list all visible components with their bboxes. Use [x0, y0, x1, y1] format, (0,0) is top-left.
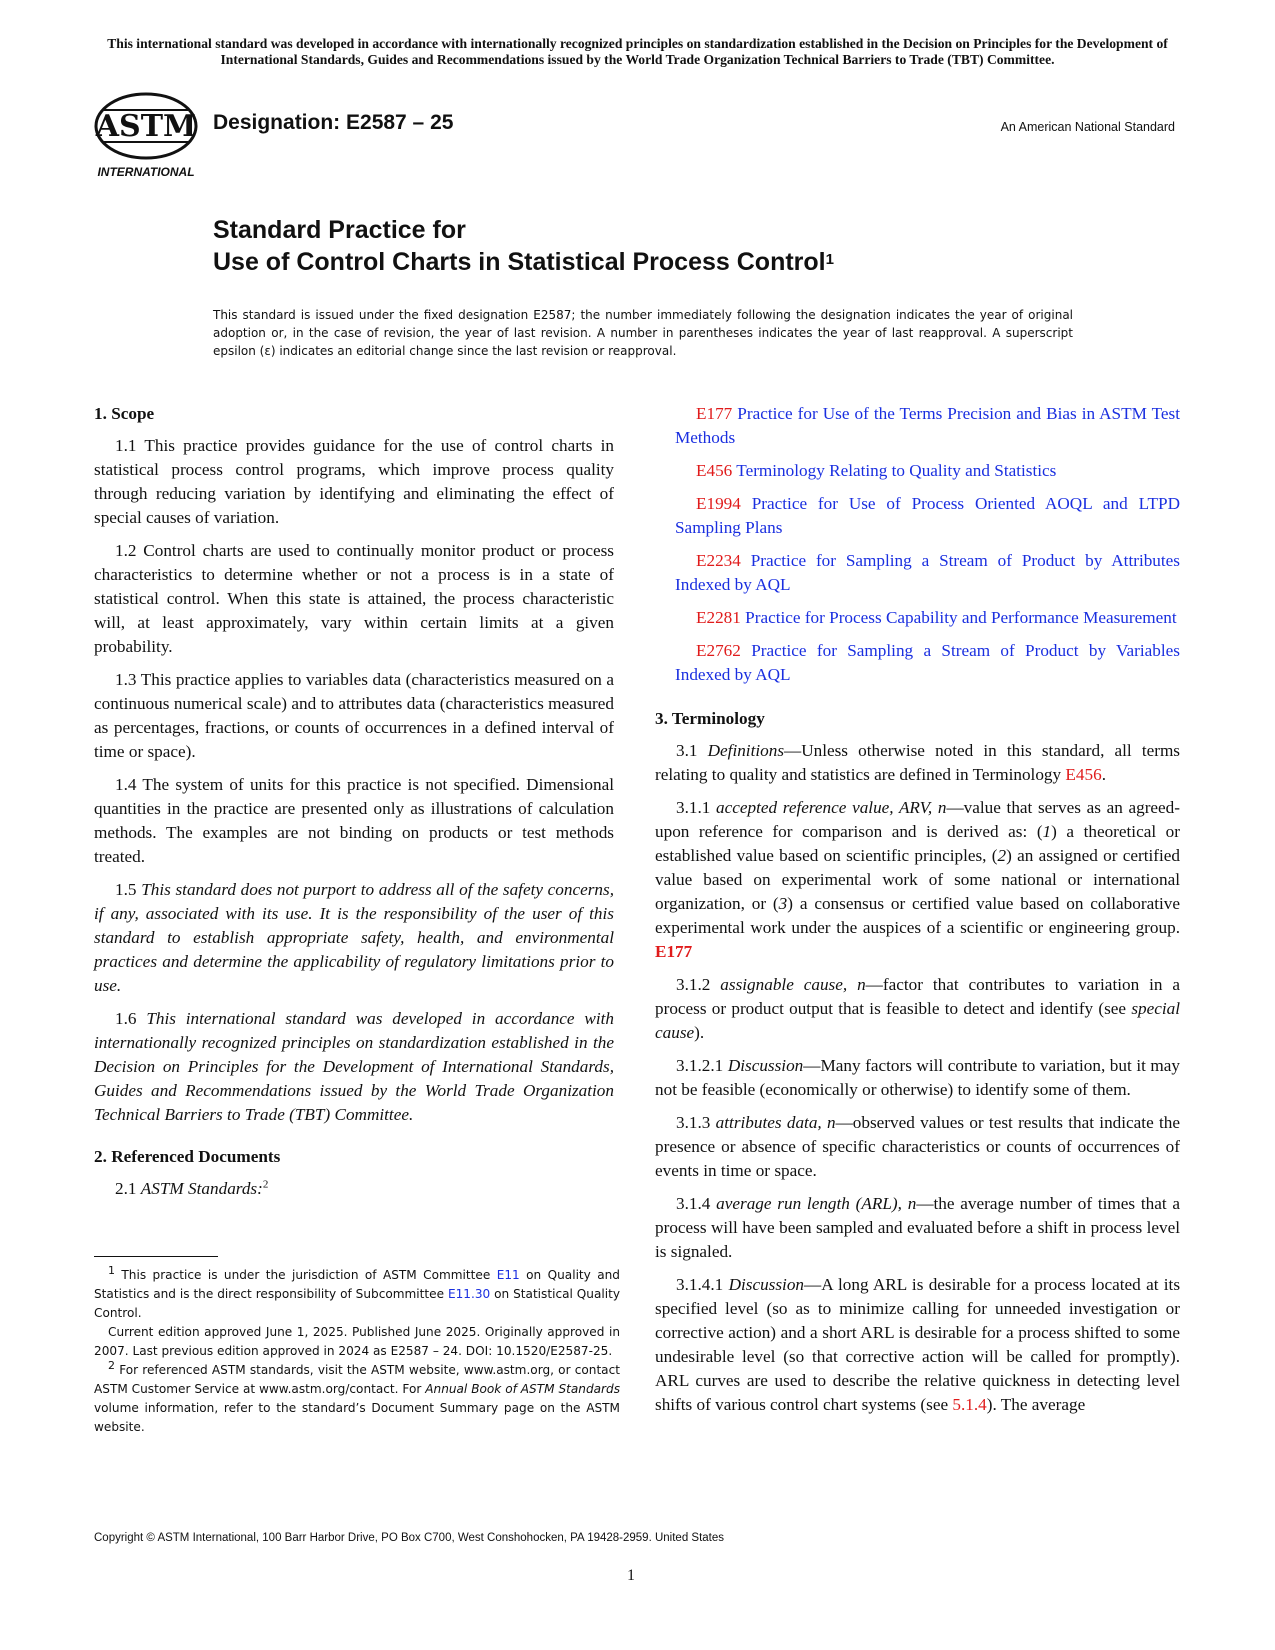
- astm-logo-icon: [92, 90, 200, 182]
- designation: Designation: E2587 – 25: [213, 111, 454, 134]
- link-e456[interactable]: E456: [1065, 765, 1102, 784]
- referenced-documents-heading: 2. Referenced Documents: [94, 1147, 281, 1166]
- footnote-2: 2 For referenced ASTM standards, visit the ASTM website, www.astm.org, or contact ASTM Customer Service at www.astm.org/contact. For Annual Book of ASTM Standards volume information, refer to the standard’s Document Summary page on the ASTM website.: [94, 1358, 620, 1434]
- term-3-1-3: 3.1.3 attributes data, n—observed values or test results that indicate the presence or absence of specific characteristics or counts of occurrences of events in time or space.: [655, 1113, 1180, 1180]
- link-e11[interactable]: E11: [496, 1268, 520, 1282]
- reference-item[interactable]: E2762 Practice for Sampling a Stream of Product by Variables Indexed by AQL: [675, 641, 1180, 684]
- left-column: [94, 402, 614, 1210]
- reference-item[interactable]: E1994 Practice for Use of Process Oriented AOQL and LTPD Sampling Plans: [675, 494, 1180, 537]
- footnote-edition: Current edition approved June 1, 2025. Published June 2025. Originally approved in 2007. Last previous edition approved in 2024 as E2587 – 24. DOI: 10.1520/E2587-25.: [94, 1325, 620, 1358]
- referenced-2-1: 2.1 ASTM Standards:$^2$: [115, 1178, 269, 1198]
- reference-item[interactable]: E2281 Practice for Process Capability and Performance Measurement: [696, 608, 1177, 627]
- issue-note: This standard is issued under the fixed designation E2587; the number immediately following the designation indicates the year of original adoption or, in the case of revision, the year of last revision. A number in parentheses indicates the year of last reapproval. A superscript epsilon (ε) indicates an editorial change since the last revision or reapproval.: [213, 308, 1073, 358]
- footnote-divider: [94, 1256, 218, 1257]
- term-3-1-4: 3.1.4 average run length (ARL), n—the average number of times that a process will have been sampled and evaluated before a shift in process level is signaled.: [655, 1194, 1181, 1261]
- footnotes: [94, 1263, 620, 1437]
- link-e177[interactable]: E177: [655, 942, 693, 961]
- term-3-1-1: 3.1.1 accepted reference value, ARV, n—value that serves as an agreed-upon reference for comparison and is derived as: (1) a theoretical or established value based on scientific principles, (2) an assigned or certified value based on experimental work of some national or international organization, or (3) a consensus or certified value based on collaborative experimental work under the auspices of a scientific or engineering group. E177: [655, 798, 1180, 961]
- term-3-1-2-1: 3.1.2.1 Discussion—Many factors will contribute to variation, but it may not be feasible (economically or otherwise) to identify some of them.: [655, 1056, 1181, 1099]
- scope-1-1: 1.1 This practice provides guidance for the use of control charts in statistical process control programs, which improve process quality through reducing variation by identifying and eliminating the effect of special causes of variation.: [94, 436, 614, 527]
- wto-notice: This international standard was developed in accordance with internationally recognized principles on standardization established in the Decision on Principles for the Development of International Standards, Guides and Recommendations issued by the World Trade Organization Technical Barriers to Trade (TBT) Committee.: [107, 36, 1168, 67]
- footnote-1: 1 This practice is under the jurisdiction of ASTM Committee E11 on Quality and Statistics and is the direct responsibility of Subcommittee E11.30 on Statistical Quality Control.: [94, 1263, 620, 1320]
- link-e11-30[interactable]: E11.30: [447, 1287, 491, 1301]
- american-national-standard: An American National Standard: [1000, 120, 1175, 134]
- terminology-heading: 3. Terminology: [655, 709, 765, 728]
- svg-text:ASTM: ASTM: [95, 109, 197, 144]
- scope-1-2: 1.2 Control charts are used to continually monitor product or process characteristics to determine whether or not a process is in a state of statistical control. When this state is attained, the process characteristic will, at least approximately, vary within certain limits at a given probability.: [94, 541, 614, 656]
- title-line-2: Use of Control Charts in Statistical Process Control$^1$: [213, 248, 834, 276]
- scope-1-4: 1.4 The system of units for this practice is not specified. Dimensional quantities in the practice are presented only as illustrations of calculation methods. The examples are not binding on products or test methods treated.: [94, 775, 614, 866]
- term-3-1: 3.1 Definitions—Unless otherwise noted in this standard, all terms relating to quality and statistics are defined in Terminology E456.: [655, 741, 1181, 784]
- page-number: 1: [627, 1567, 635, 1584]
- svg-text:INTERNATIONAL: INTERNATIONAL: [97, 165, 195, 179]
- scope-1-6: 1.6 This international standard was developed in accordance with internationally recognized principles on standardization established in the Decision on Principles for the Development of International Standards, Guides and Recommendations issued by the World Trade Organization Technical Barriers to Trade (TBT) Committee.: [94, 1009, 614, 1124]
- title-line-1: Standard Practice for: [213, 216, 466, 244]
- term-3-1-2: 3.1.2 assignable cause, n—factor that contributes to variation in a process or product output that is feasible to detect and identify (see special cause).: [655, 975, 1180, 1042]
- scope-heading: 1. Scope: [94, 404, 155, 423]
- copyright: Copyright © ASTM International, 100 Barr Harbor Drive, PO Box C700, West Conshohocken, PA 19428-2959. United States: [94, 1532, 725, 1544]
- right-column: [655, 402, 1180, 1426]
- term-3-1-4-1: 3.1.4.1 Discussion—A long ARL is desirable for a process located at its specified level (so as to minimize calling for unneeded investigation or corrective action) and a short ARL is desirable for a process shifted to some undesirable level (so that corrective action will be called for promptly). ARL curves are used to describe the relative quickness in detecting level shifts of various control chart systems (see 5.1.4). The average: [655, 1275, 1181, 1414]
- scope-1-3: 1.3 This practice applies to variables data (characteristics measured on a continuous numerical scale) and to attributes data (characteristics measured as percentages, fractions, or counts of occurrences in a defined interval of time or space).: [94, 670, 614, 761]
- reference-item[interactable]: E456 Terminology Relating to Quality and Statistics: [696, 461, 1057, 480]
- reference-item[interactable]: E177 Practice for Use of the Terms Precision and Bias in ASTM Test Methods: [675, 404, 1180, 447]
- reference-item[interactable]: E2234 Practice for Sampling a Stream of Product by Attributes Indexed by AQL: [675, 551, 1180, 594]
- title-footnote-mark[interactable]: 1: [825, 251, 834, 268]
- link-5-1-4[interactable]: 5.1.4: [952, 1395, 987, 1414]
- page-title: [213, 214, 834, 278]
- reference-list: [655, 402, 1180, 687]
- scope-1-5: 1.5 This standard does not purport to address all of the safety concerns, if any, associated with its use. It is the responsibility of the user of this standard to establish appropriate safety, health, and environmental practices and determine the applicability of regulatory limitations prior to use.: [94, 880, 615, 995]
